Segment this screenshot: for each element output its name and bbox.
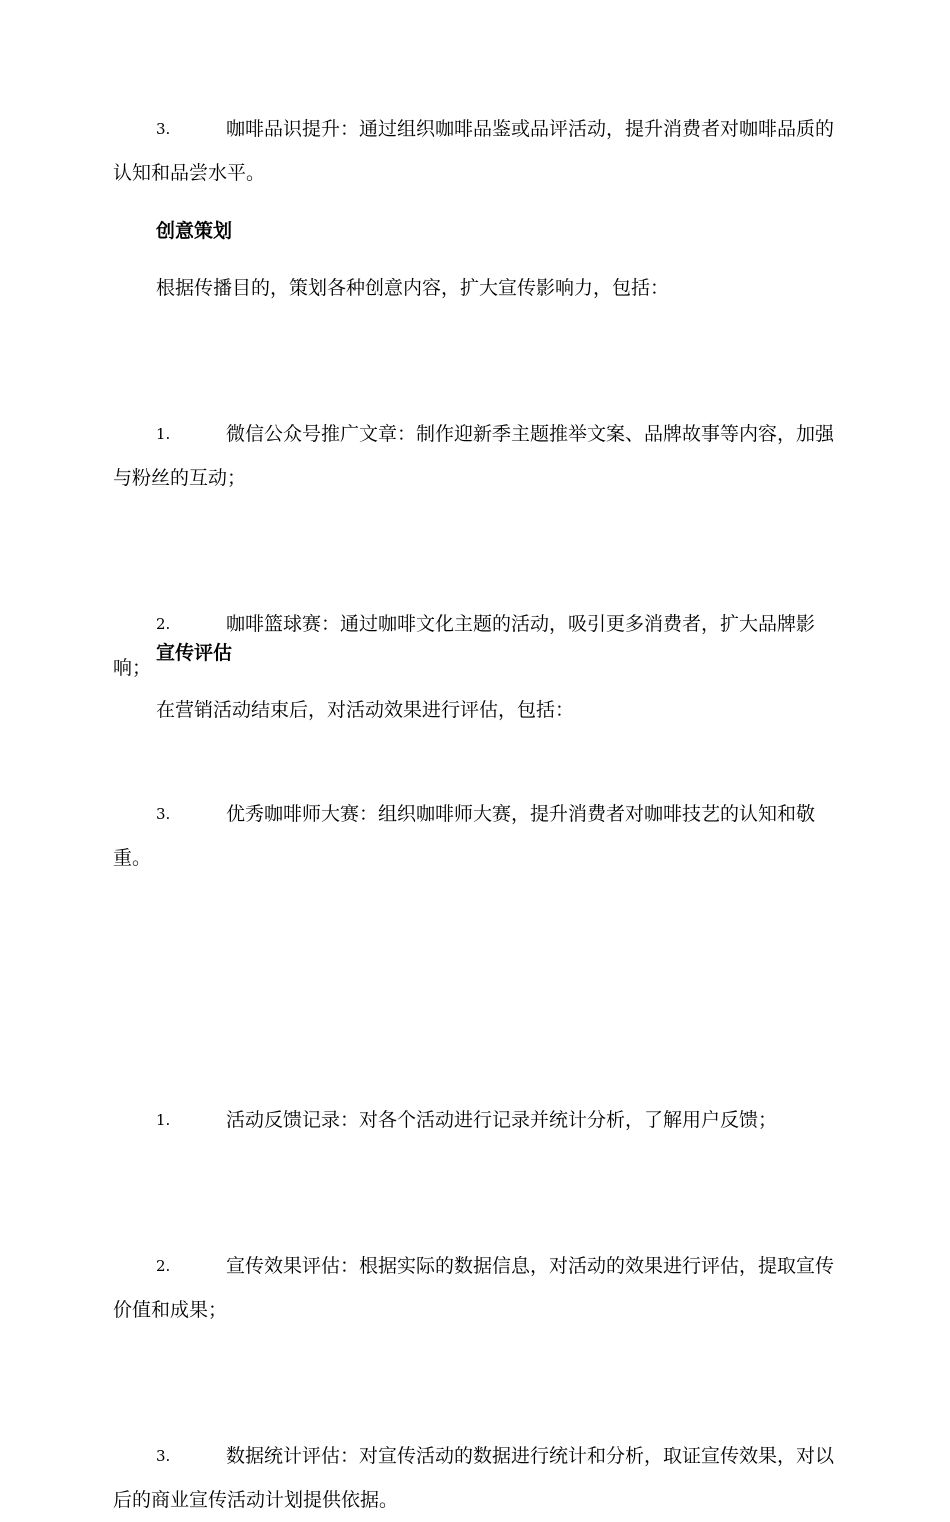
list-item [113,1434,835,1522]
list-item [113,107,835,195]
list-number: 2. [156,615,171,633]
list-number: 2. [156,1257,171,1275]
section-intro-creative: 根据传播目的，策划各种创意内容，扩大宣传影响力，包括： [156,277,670,299]
list-item [113,412,835,500]
list-number: 3. [156,1447,171,1465]
list-item [113,792,835,880]
list-item-text: 优秀咖啡师大赛：组织咖啡师大赛，提升消费者对咖啡技艺的认知和敬重。 [113,803,816,869]
list-item [113,1098,835,1142]
list-number: 1. [156,1111,171,1129]
list-item-text: 微信公众号推广文章：制作迎新季主题推举文案、品牌故事等内容，加强与粉丝的互动； [113,423,835,489]
list-number: 1. [156,425,171,443]
section-heading-evaluation: 宣传评估 [156,642,233,664]
list-item-text: 数据统计评估：对宣传活动的数据进行统计和分析，取证宣传效果，对以后的商业宣传活动计划提供依据。 [113,1445,835,1511]
list-item [113,1244,835,1332]
list-item-text: 咖啡品识提升：通过组织咖啡品鉴或品评活动，提升消费者对咖啡品质的认知和品尝水平。 [113,118,835,184]
list-number: 3. [156,805,171,823]
list-number: 3. [156,120,171,138]
list-item-text: 宣传效果评估：根据实际的数据信息，对活动的效果进行评估，提取宣传价值和成果； [113,1255,835,1321]
section-intro-evaluation: 在营销活动结束后，对活动效果进行评估，包括： [156,699,575,721]
list-item-text: 咖啡篮球赛：通过咖啡文化主题的活动，吸引更多消费者，扩大品牌影响； [113,613,816,679]
list-item-text: 活动反馈记录：对各个活动进行记录并统计分析，了解用户反馈； [226,1109,778,1131]
section-heading-creative: 创意策划 [156,220,233,242]
